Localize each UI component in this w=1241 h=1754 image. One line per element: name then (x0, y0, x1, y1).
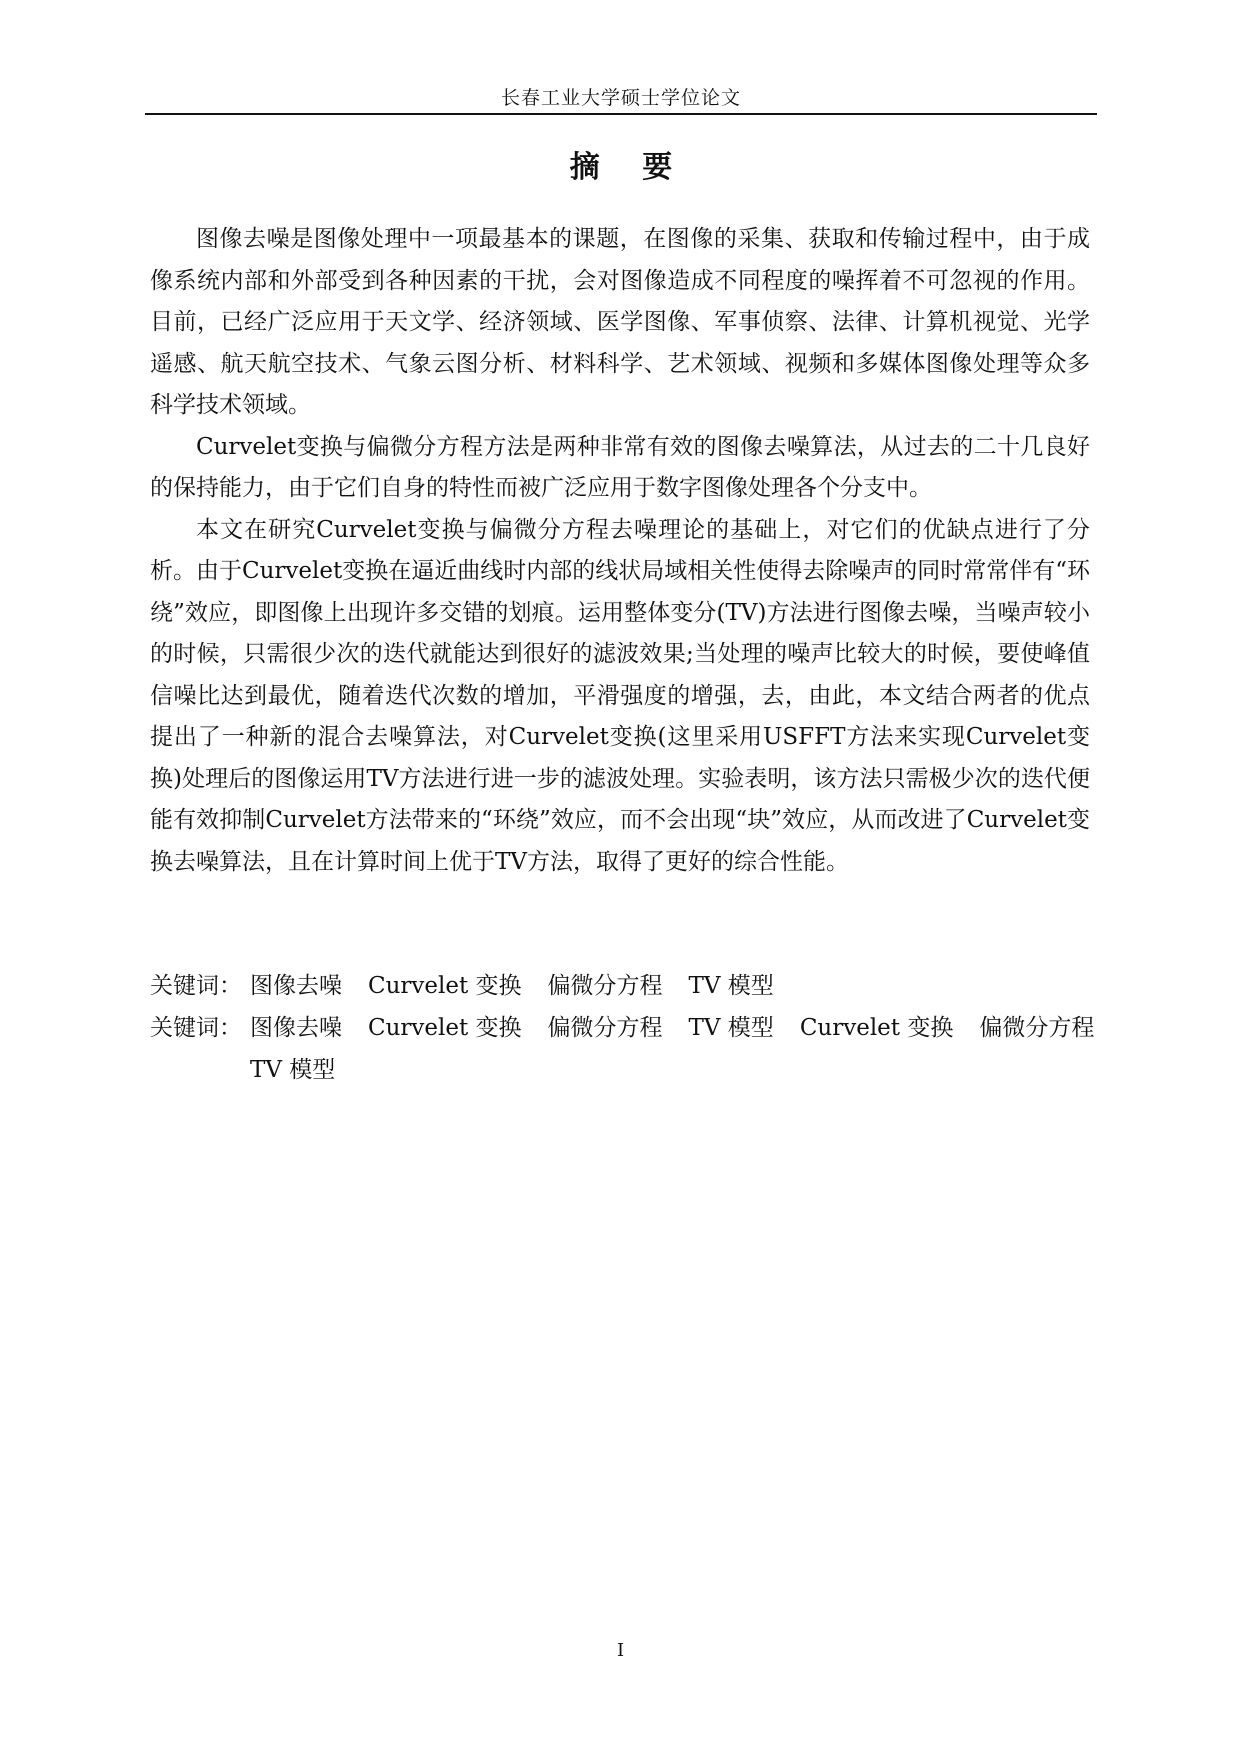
abstract-title: 摘 要 (569, 150, 689, 185)
keyword-item: TV 模型 (688, 1015, 774, 1041)
keywords-label: 关键词： (150, 973, 242, 999)
keyword-item-wrapped: TV 模型 (250, 1057, 336, 1083)
keywords-label: 关键词： (150, 1015, 242, 1041)
keyword-item: TV 模型 (688, 973, 774, 999)
running-header: 长春工业大学硕士学位论文 (500, 87, 741, 109)
keyword-item: 图像去噪 (250, 1015, 342, 1041)
keyword-item: 偏微分方程 (547, 1015, 663, 1041)
keyword-item: 图像去噪 (250, 973, 342, 999)
abstract-body (150, 219, 1090, 883)
keyword-item: Curvelet 变换 (799, 1015, 954, 1041)
keywords-line-2 (150, 1007, 1095, 1091)
abstract-paragraph-2: Curvelet变换与偏微分方程方法是两种非常有效的图像去噪算法，从过去的二十几良好的保持能力，由于它们自身的特性而被广泛应用于数字图像处理各个分支中。 (150, 433, 1090, 501)
page-number: I (616, 1640, 625, 1661)
keyword-item: 偏微分方程 (979, 1015, 1095, 1041)
keyword-item: 偏微分方程 (547, 973, 663, 999)
keywords-line-1 (150, 965, 1095, 1007)
keyword-item: Curvelet 变换 (368, 973, 522, 999)
abstract-paragraph-3: 本文在研究Curvelet变换与偏微分方程去噪理论的基础上，对它们的优缺点进行了分析。由于Curvelet变换在逼近曲线时内部的线状局域相关性使得去除噪声的同时常常伴有“环绕”效应，即图像上出现许多交错的划痕。运用整体变分(TV)方法进行图像去噪，当噪声较小的时候，只需很少次的迭代就能达到很好的滤波效果;当处理的噪声比较大的时候，要使峰值信噪比达到最优，随着迭代次数的增加，平滑强度的增强，去，由此，本文结合两者的优点提出了一种新的混合去噪算法，对Curvelet变换(这里采用USFFT方法来实现Curvelet变换)处理后的图像运用TV方法进行进一步的滤波处理。实验表明，该方法只需极少次的迭代便能有效抑制Curvelet方法带来的“环绕”效应，而不会出现“块”效应，从而改进了Curvelet变换去噪算法，且在计算时间上优于TV方法，取得了更好的综合性能。 (150, 516, 1090, 875)
header-rule (145, 113, 1097, 115)
keyword-item: Curvelet 变换 (368, 1015, 522, 1041)
abstract-paragraph-1: 图像去噪是图像处理中一项最基本的课题，在图像的采集、获取和传输过程中，由于成像系统内部和外部受到各种因素的干扰，会对图像造成不同程度的噪挥着不可忽视的作用。目前，已经广泛应用于天文学、经济领域、医学图像、军事侦察、法律、计算机视觉、光学遥感、航天航空技术、气象云图分析、材料科学、艺术领域、视频和多媒体图像处理等众多科学技术领域。 (150, 226, 1090, 418)
